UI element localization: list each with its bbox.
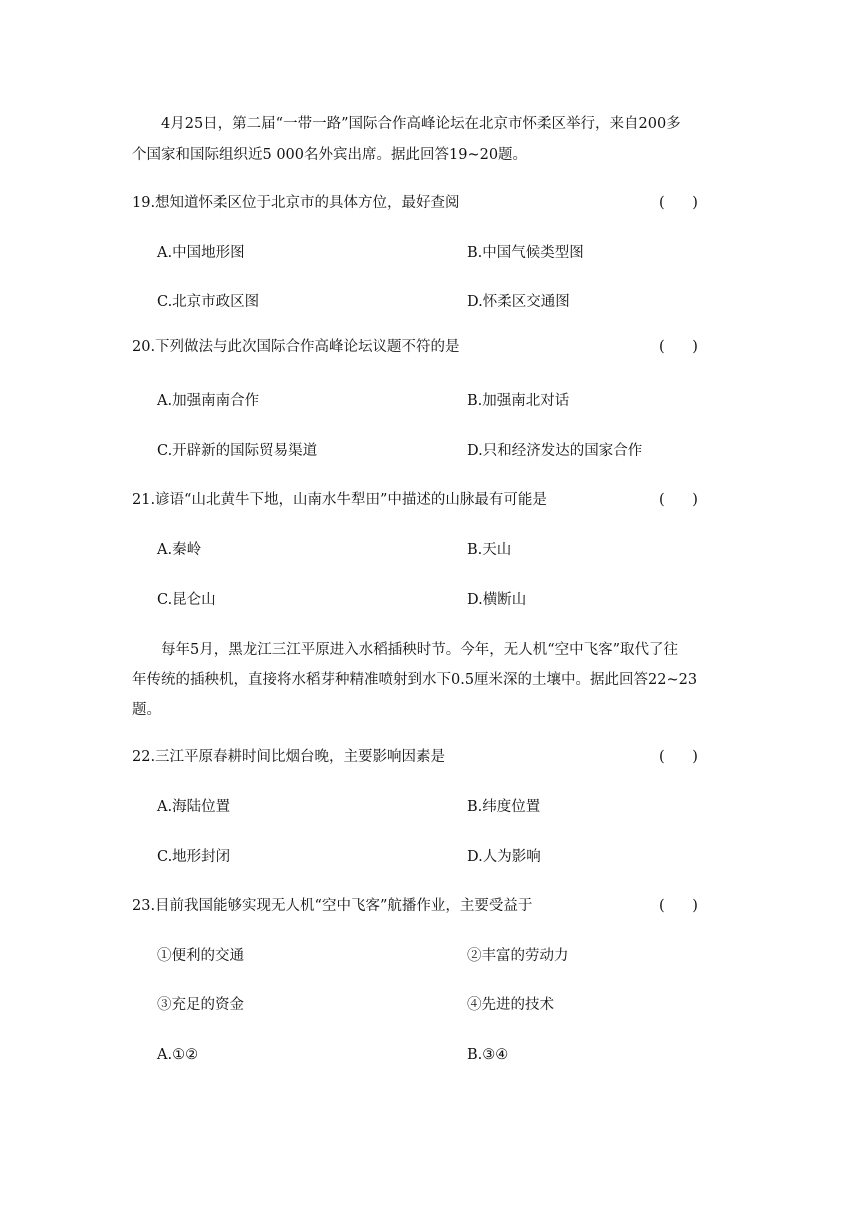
question-22-option-c: C.地形封闭 [157,849,231,865]
question-19-option-c: C.北京市政区图 [157,294,260,310]
question-20-option-d: D.只和经济发达的国家合作 [467,443,643,459]
question-22-stem: 22.三江平原春耕时间比烟台晚，主要影响因素是 [132,749,446,765]
question-20-answer-blank: ( ) [659,339,698,355]
question-23-stem: 23.目前我国能够实现无人机“空中飞客”航播作业，主要受益于 [132,898,533,914]
question-21-answer-blank: ( ) [659,492,698,508]
question-23-item-3: ③充足的资金 [157,997,244,1013]
passage-1-line-1: 4月25日，第二届“一带一路”国际合作高峰论坛在北京市怀柔区举行，来自200多 [161,116,681,132]
passage-2-line-1: 每年5月，黑龙江三江平原进入水稻插秧时节。今年，无人机“空中飞客”取代了往 [161,642,679,658]
question-20-option-c: C.开辟新的国际贸易渠道 [157,443,318,459]
question-23-item-1: ①便利的交通 [157,948,244,964]
question-20-option-a: A.加强南南合作 [157,393,260,409]
question-21-option-d: D.横断山 [467,592,527,608]
passage-2-line-2: 年传统的插秧机，直接将水稻芽种精准喷射到水下0.5厘米深的土壤中。据此回答22~23 [132,672,698,688]
question-21-option-b: B.天山 [467,542,512,558]
question-19-answer-blank: ( ) [659,195,698,211]
question-23-item-2: ②丰富的劳动力 [467,948,569,964]
question-21-option-c: C.昆仑山 [157,592,216,608]
question-23-option-a: A.①② [157,1047,199,1063]
question-19-option-d: D.怀柔区交通图 [467,294,570,310]
question-23-item-4: ④先进的技术 [467,997,554,1013]
passage-1-line-2: 个国家和国际组织近5 000名外宾出席。据此回答19~20题。 [132,147,528,163]
question-22-option-d: D.人为影响 [467,849,541,865]
question-23-option-b: B.③④ [467,1047,509,1063]
question-19-option-b: B.中国气候类型图 [467,245,584,261]
passage-2-line-3: 题。 [132,702,161,718]
question-20-stem: 20.下列做法与此次国际合作高峰论坛议题不符的是 [132,339,460,355]
question-20-option-b: B.加强南北对话 [467,393,570,409]
question-22-option-a: A.海陆位置 [157,799,231,815]
question-22-option-b: B.纬度位置 [467,799,541,815]
question-21-stem: 21.谚语“山北黄牛下地，山南水牛犁田”中描述的山脉最有可能是 [132,492,547,508]
question-21-option-a: A.秦岭 [157,542,202,558]
question-19-option-a: A.中国地形图 [157,245,245,261]
question-23-answer-blank: ( ) [659,898,698,914]
question-19-stem: 19.想知道怀柔区位于北京市的具体方位，最好查阅 [132,195,460,211]
question-22-answer-blank: ( ) [659,749,698,765]
